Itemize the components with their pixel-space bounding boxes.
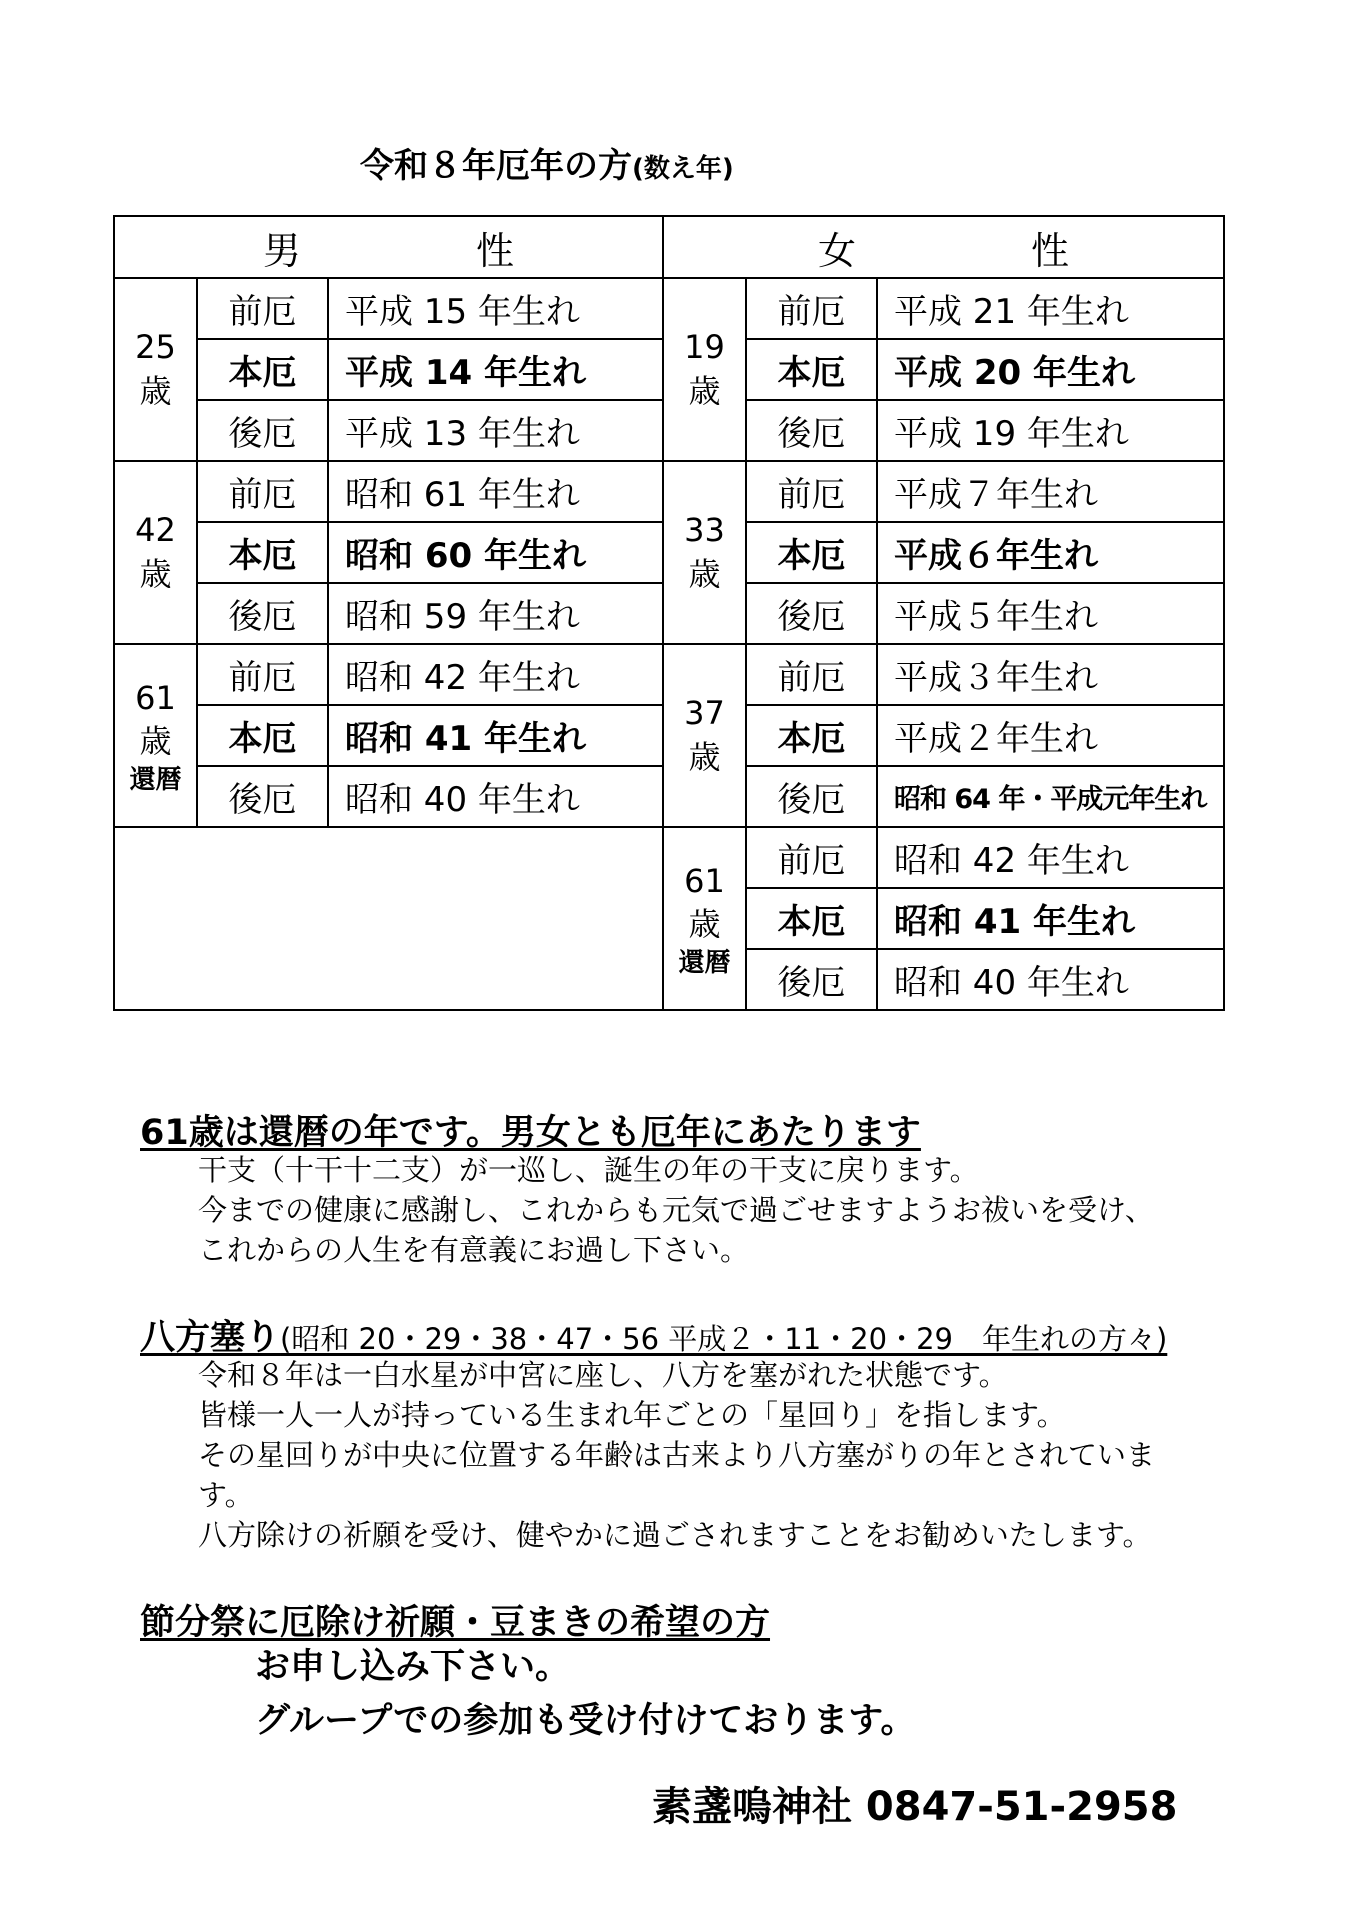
male-kind-cell: 前厄 bbox=[197, 461, 328, 522]
male-age-cell: 25 歳 bbox=[114, 278, 197, 461]
female-kind-cell: 本厄 bbox=[746, 888, 877, 949]
table-header-row bbox=[114, 216, 1224, 278]
male-year-cell: 昭和 60 年生れ bbox=[328, 522, 663, 583]
paragraph-line: 八方除けの祈願を受け、健やかに過ごされますことをお勧めいたします。 bbox=[198, 1518, 1152, 1552]
female-age-cell: 33 歳 bbox=[663, 461, 746, 644]
table-row bbox=[114, 827, 1224, 888]
male-year-cell: 昭和 59 年生れ bbox=[328, 583, 663, 644]
female-year-cell: 昭和 41 年生れ bbox=[877, 888, 1224, 949]
female-kind-cell: 前厄 bbox=[746, 644, 877, 705]
female-header: 女 性 bbox=[663, 216, 1224, 278]
male-kind-cell: 本厄 bbox=[197, 339, 328, 400]
female-year-cell: 昭和 42 年生れ bbox=[877, 827, 1224, 888]
kanreki-label: 還暦 bbox=[129, 765, 182, 796]
male-year-cell: 昭和 40 年生れ bbox=[328, 766, 663, 827]
setsubun-heading: 節分祭に厄除け祈願・豆まきの希望の方 bbox=[140, 1603, 771, 1643]
shrine-contact: 素盞嗚神社 0847-51-2958 bbox=[652, 1784, 1178, 1830]
male-kind-cell: 後厄 bbox=[197, 400, 328, 461]
kanreki-paragraph bbox=[198, 1150, 1154, 1270]
female-age-cell: 37 歳 bbox=[663, 644, 746, 827]
male-year-cell: 平成 15 年生れ bbox=[328, 278, 663, 339]
setsubun-lines bbox=[255, 1640, 915, 1748]
female-kind-cell: 前厄 bbox=[746, 827, 877, 888]
paragraph-line: 干支（十干十二支）が一巡し、誕生の年の干支に戻ります。 bbox=[198, 1153, 979, 1187]
happou-paragraph bbox=[198, 1355, 1155, 1555]
female-year-cell: 平成６年生れ bbox=[877, 522, 1224, 583]
female-year-cell: 昭和 64 年・平成元年生れ bbox=[877, 766, 1224, 827]
female-kind-cell: 後厄 bbox=[746, 583, 877, 644]
paragraph-line: その星回りが中央に位置する年齢は古来より八方塞がりの年とされていま bbox=[198, 1438, 1156, 1472]
kanreki-label: 還暦 bbox=[678, 948, 731, 979]
paragraph-line: 皆様一人一人が持っている生まれ年ごとの「星回り」を指します。 bbox=[198, 1398, 1066, 1432]
female-year-cell: 平成５年生れ bbox=[877, 583, 1224, 644]
male-year-cell: 平成 14 年生れ bbox=[328, 339, 663, 400]
female-year-cell: 昭和 40 年生れ bbox=[877, 949, 1224, 1010]
male-age-cell: 42 歳 bbox=[114, 461, 197, 644]
yakudoshi-table bbox=[113, 215, 1225, 1011]
female-kind-cell: 後厄 bbox=[746, 400, 877, 461]
happou-note: (昭和 20・29・38・47・56 平成２・11・20・29 年生れの方々) bbox=[280, 1322, 1168, 1356]
female-age-cell: 61 歳 還暦 bbox=[663, 827, 746, 1010]
paragraph-line: 今までの健康に感謝し、これからも元気で過ごせますようお祓いを受け、 bbox=[198, 1193, 1154, 1227]
table-row bbox=[114, 461, 1224, 522]
male-age-cell: 61 歳 還暦 bbox=[114, 644, 197, 827]
table-row bbox=[114, 644, 1224, 705]
male-kind-cell: 本厄 bbox=[197, 705, 328, 766]
male-year-cell: 昭和 61 年生れ bbox=[328, 461, 663, 522]
female-year-cell: 平成２年生れ bbox=[877, 705, 1224, 766]
apply-line: グループでの参加も受け付けております。 bbox=[255, 1701, 916, 1741]
female-kind-cell: 前厄 bbox=[746, 278, 877, 339]
male-year-cell: 昭和 42 年生れ bbox=[328, 644, 663, 705]
female-kind-cell: 前厄 bbox=[746, 461, 877, 522]
male-kind-cell: 後厄 bbox=[197, 583, 328, 644]
male-header: 男 性 bbox=[114, 216, 663, 278]
female-year-cell: 平成７年生れ bbox=[877, 461, 1224, 522]
male-kind-cell: 本厄 bbox=[197, 522, 328, 583]
female-kind-cell: 本厄 bbox=[746, 339, 877, 400]
paragraph-line: 令和８年は一白水星が中宮に座し、八方を塞がれた状態です。 bbox=[198, 1358, 1008, 1392]
female-kind-cell: 後厄 bbox=[746, 766, 877, 827]
paragraph-line: す。 bbox=[198, 1478, 254, 1512]
table-row bbox=[114, 278, 1224, 339]
page-title: 令和８年厄年の方(数え年) bbox=[360, 146, 734, 186]
male-kind-cell: 前厄 bbox=[197, 278, 328, 339]
female-year-cell: 平成 21 年生れ bbox=[877, 278, 1224, 339]
female-kind-cell: 後厄 bbox=[746, 949, 877, 1010]
male-year-cell: 平成 13 年生れ bbox=[328, 400, 663, 461]
female-kind-cell: 本厄 bbox=[746, 705, 877, 766]
empty-male-cell bbox=[114, 827, 663, 1010]
male-year-cell: 昭和 41 年生れ bbox=[328, 705, 663, 766]
male-kind-cell: 後厄 bbox=[197, 766, 328, 827]
female-kind-cell: 本厄 bbox=[746, 522, 877, 583]
female-age-cell: 19 歳 bbox=[663, 278, 746, 461]
female-year-cell: 平成３年生れ bbox=[877, 644, 1224, 705]
female-year-cell: 平成 19 年生れ bbox=[877, 400, 1224, 461]
female-year-cell: 平成 20 年生れ bbox=[877, 339, 1224, 400]
happou-heading: 八方塞り(昭和 20・29・38・47・56 平成２・11・20・29 年生れの方々) bbox=[140, 1318, 1168, 1358]
male-kind-cell: 前厄 bbox=[197, 644, 328, 705]
kanreki-heading: 61歳は還暦の年です。男女とも厄年にあたります bbox=[140, 1113, 921, 1153]
apply-line: お申し込み下さい。 bbox=[255, 1647, 571, 1687]
paragraph-line: これからの人生を有意義にお過し下さい。 bbox=[198, 1233, 750, 1267]
